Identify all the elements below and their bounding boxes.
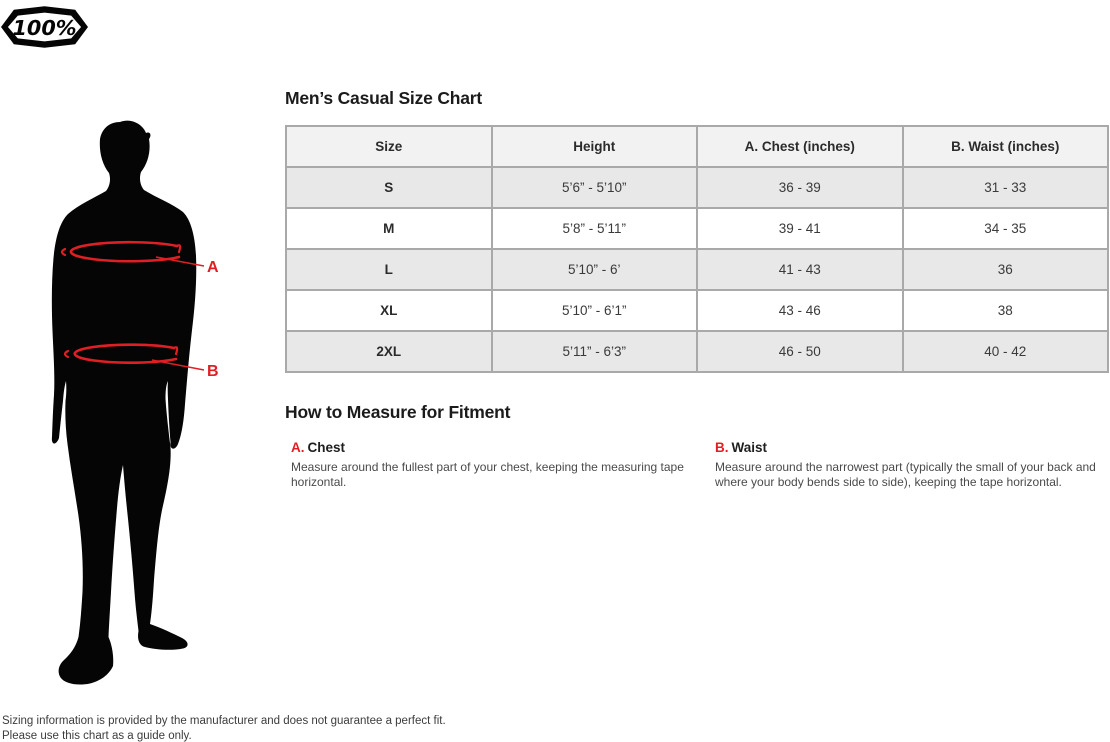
cell-waist: 40 - 42 (903, 331, 1109, 372)
measure-label-waist: Waist (731, 440, 768, 455)
measure-item-waist (715, 440, 1109, 490)
measure-key-a: A. (291, 440, 305, 455)
brand-logo (1, 5, 88, 49)
disclaimer (2, 714, 446, 742)
disclaimer-line-1: Sizing information is provided by the manufacturer and does not guarantee a perfect fit. (2, 715, 446, 727)
chest-label: A (207, 259, 219, 276)
measure-item-waist-heading (715, 440, 1109, 455)
cell-size: S (286, 167, 492, 208)
cell-size: XL (286, 290, 492, 331)
cell-waist: 34 - 35 (903, 208, 1109, 249)
cell-height: 5’6” - 5’10” (492, 167, 698, 208)
male-silhouette (52, 121, 196, 685)
cell-chest: 43 - 46 (697, 290, 903, 331)
page-title: Men’s Casual Size Chart (285, 88, 483, 108)
table-row-s (286, 167, 1108, 208)
measure-label-chest: Chest (307, 440, 346, 455)
brand-logo-badge (1, 5, 88, 49)
measure-description-chest: Measure around the fullest part of your chest, keeping the measuring tape horizontal. (291, 460, 684, 489)
size-chart-table (285, 125, 1109, 373)
measure-item-chest-heading (291, 440, 703, 455)
column-header-waist: B. Waist (inches) (903, 126, 1109, 167)
measure-description-waist: Measure around the narrowest part (typically the small of your back and where your body bends side to side), keeping the tape horizontal. (715, 460, 1096, 489)
cell-chest: 41 - 43 (697, 249, 903, 290)
column-header-size: Size (286, 126, 492, 167)
body-measurement-diagram (40, 118, 230, 688)
measure-item-chest (291, 440, 703, 490)
cell-size: 2XL (286, 331, 492, 372)
measure-key-b: B. (715, 440, 729, 455)
cell-chest: 46 - 50 (697, 331, 903, 372)
cell-height: 5’10” - 6’1” (492, 290, 698, 331)
cell-size: L (286, 249, 492, 290)
cell-height: 5’8” - 5’11” (492, 208, 698, 249)
waist-label: B (207, 363, 219, 380)
measure-section-title: How to Measure for Fitment (285, 402, 511, 422)
cell-chest: 36 - 39 (697, 167, 903, 208)
table-row-l (286, 249, 1108, 290)
cell-height: 5’10” - 6’ (492, 249, 698, 290)
cell-waist: 38 (903, 290, 1109, 331)
disclaimer-line-2: Please use this chart as a guide only. (2, 729, 192, 742)
cell-size: M (286, 208, 492, 249)
column-header-height: Height (492, 126, 698, 167)
logo-text: 100% (12, 15, 77, 40)
cell-height: 5’11” - 6’3” (492, 331, 698, 372)
cell-waist: 31 - 33 (903, 167, 1109, 208)
table-header-row (286, 126, 1108, 167)
cell-waist: 36 (903, 249, 1109, 290)
table-row-xl (286, 290, 1108, 331)
cell-chest: 39 - 41 (697, 208, 903, 249)
column-header-chest: A. Chest (inches) (697, 126, 903, 167)
table-row-2xl (286, 331, 1108, 372)
table-row-m (286, 208, 1108, 249)
